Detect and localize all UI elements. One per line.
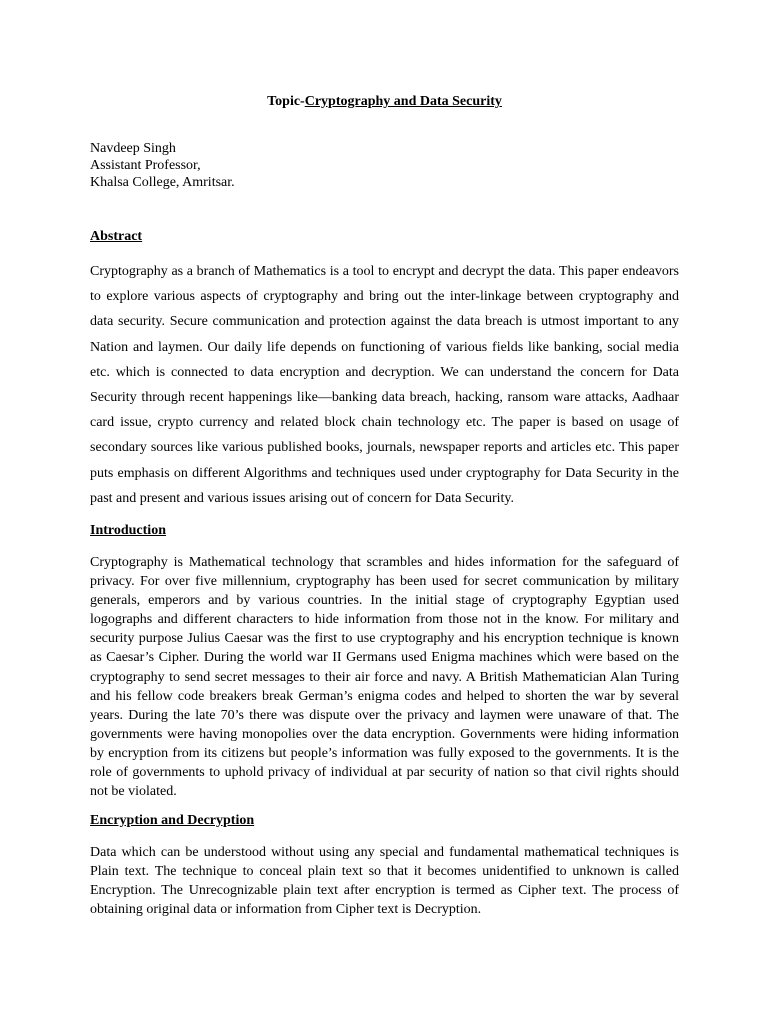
introduction-body: Cryptography is Mathematical technology that scrambles and hides information for the safeguard of privacy. For over five millennium, cryptography has been used for secret communication by military generals, emperors and by various countries. In the initial stage of cryptography Egyptian used logographs and different characters to hide information from those not in the know. For military and security purpose Julius Caesar was the first to use cryptography and his encryption technique is known as Caesar’s Cipher. During the world war II Germans used Enigma machines which were based on the cryptography to send secret messages to their air force and navy. A British Mathematician Alan Turing and his fellow code breakers break German’s enigma codes and helped to shorten the war by several years. During the late 70’s there was dispute over the privacy and laymen were unaware of that. The governments were having monopolies over the data encryption. Governments were hiding information by encryption from its citizens but people’s information was fully exposed to the governments. It is the role of governments to uphold privacy of individual at par security of nation so that civil rights should not be violated. xyxy=(90,555,679,800)
document-page xyxy=(90,0,679,1024)
title-main: Cryptography and Data Security xyxy=(304,94,502,109)
encryption-decryption-body: Data which can be understood without using any special and fundamental mathematical techniques is Plain text. The technique to conceal plain text so that it becomes unidentified to unknown is called Encryption. The Unrecognizable plain text after encryption is termed as Cipher text. The process of obtaining original data or information from Cipher text is Decryption. xyxy=(90,845,679,918)
author-position: Assistant Professor, xyxy=(90,158,201,173)
encryption-decryption-heading: Encryption and Decryption xyxy=(90,813,255,828)
author-block xyxy=(90,140,235,191)
document-title xyxy=(90,93,679,111)
title-prefix: Topic- xyxy=(267,94,305,109)
introduction-heading: Introduction xyxy=(90,523,166,538)
author-affiliation: Khalsa College, Amritsar. xyxy=(90,175,235,190)
abstract-body: Cryptography as a branch of Mathematics is a tool to encrypt and decrypt the data. This paper endeavors to explore various aspects of cryptography and bring out the inter-linkage between cryptography and data security. Secure communication and protection against the data breach is utmost important to any Nation and laymen. Our daily life depends on functioning of various fields like banking, social media etc. which is connected to data encryption and decryption. We can understand the concern for Data Security through recent happenings like—banking data breach, hacking, ransom ware attacks, Aadhaar card issue, crypto currency and related block chain technology etc. The paper is based on usage of secondary sources like various published books, journals, newspaper reports and articles etc. This paper puts emphasis on different Algorithms and techniques used under cryptography for Data Security in the past and present and various issues arising out of concern for Data Security. xyxy=(90,264,679,506)
abstract-heading: Abstract xyxy=(90,229,143,244)
author-name: Navdeep Singh xyxy=(90,141,176,156)
